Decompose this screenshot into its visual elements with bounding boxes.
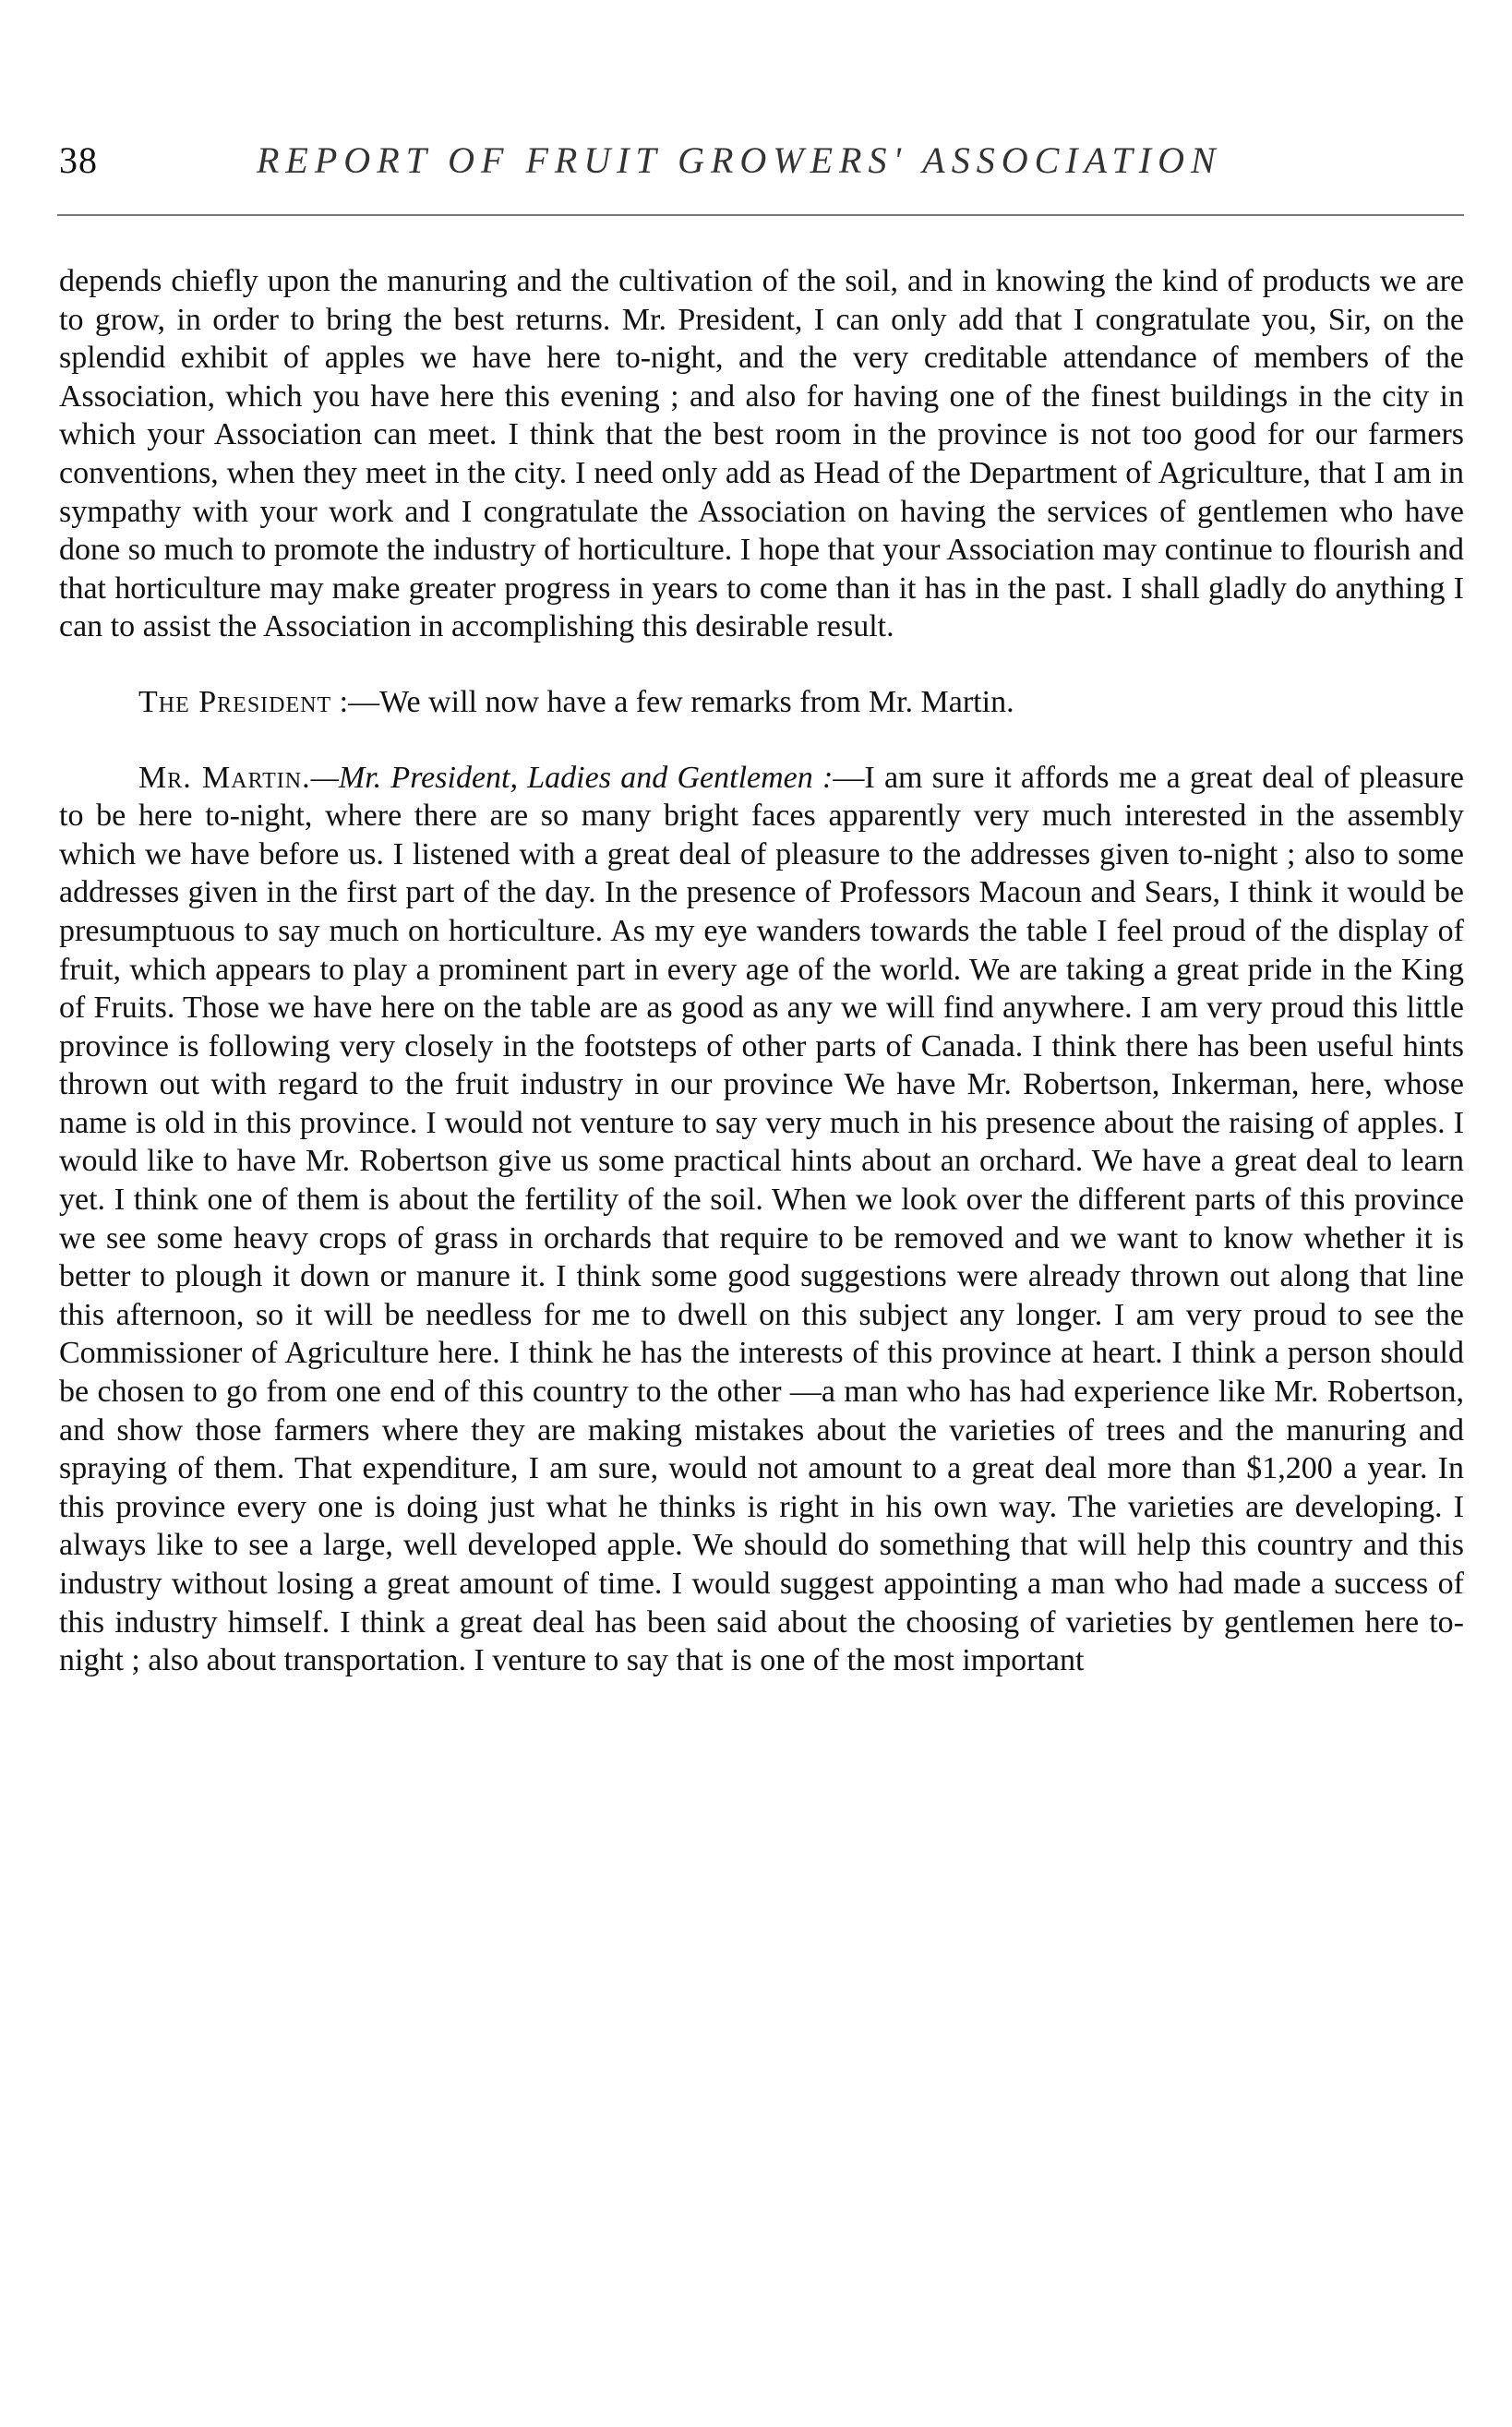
running-title: REPORT OF FRUIT GROWERS' ASSOCIATION	[257, 139, 1222, 181]
paragraph-minister-closing: depends chiefly upon the manuring and the cultivation of the soil, and in knowing the kind of products we are to grow, in order to bring the best returns. Mr. President, I can only add that I congratulate you, Sir, on the splendid exhibit of apples we have here to-night, and the very creditable attendance of members of the Association, which you have here this evening ; and also for having one of the finest buildings in the city in which your Association can meet. I think that the best room in the province is not too good for our farmers conventions, when they meet in the city. I need only add as Head of the Department of Agriculture, that I am in sympathy with your work and I congratulate the Association on having the services of gentlemen who have done so much to promote the industry of horticulture. I hope that your Association may continue to flourish and that horticulture may make greater progress in years to come than it has in the past. I shall gladly do anything I can to assist the Association in accomplishing this desirable result.	[59, 264, 1464, 644]
header-rule	[57, 214, 1464, 216]
speech-text: :—We will now have a few remarks from Mr. Martin.	[331, 684, 1014, 719]
paragraph-president-remark	[59, 683, 1464, 722]
paragraph-martin-speech	[59, 759, 1464, 1680]
speech-address: —Mr. President, Ladies and Gentlemen :	[310, 760, 834, 795]
speech-text: —I am sure it affords me a great deal of pleasure to be here to-night, where there are so many bright faces apparently very much interested in the assembly which we have before us. I listened with a great deal of pleasure to the addresses given to-night ; also to some addresses given in the first part of the day. In the presence of Professors Macoun and Sears, I think it would be presumptuous to say much on horticulture. As my eye wanders towards the table I feel proud of the display of fruit, which appears to play a prominent part in every age of the world. We are taking a great pride in the King of Fruits. Those we have here on the table are as good as any we will find anywhere. I am very proud this little province is following very closely in the footsteps of other parts of Canada. I think there has been useful hints thrown out with regard to the fruit industry in our province We have Mr. Robertson, Inkerman, here, whose name is old in this province. I would not venture to say very much in his presence about the raising of apples. I would like to have Mr. Robertson give us some practical hints about an orchard. We have a great deal to learn yet. I think one of them is about the fertility of the soil. When we look over the different parts of this province we see some heavy crops of grass in orchards that require to be removed and we want to know whether it is better to plough it down or manure it. I think some good suggestions were already thrown out along that line this afternoon, so it will be needless for me to dwell on this subject any longer. I am very proud to see the Commissioner of Agriculture here. I think he has the interests of this province at heart. I think a person should be chosen to go from one end of this country to the other —a man who has had experience like Mr. Robertson, and show those farmers where they are making mistakes about the varieties of trees and the manuring and spraying of them. That expenditure, I am sure, would not amount to a great deal more than $1,200 a year. In this province every one is doing just what he thinks is right in his own way. The varieties are developing. I always like to see a large, well developed apple. We should do something that will help this country and this industry without losing a great amount of time. I would suggest appointing a man who had made a success of this industry himself. I think a great deal has been said about the choosing of varieties by gentlemen here to-night ; also about transportation. I venture to say that is one of the most important	[59, 760, 1464, 1678]
body-text	[59, 262, 1464, 1680]
speaker-name: The President	[138, 684, 332, 719]
speaker-name: Mr. Martin.	[138, 760, 311, 795]
page-number: 38	[59, 139, 98, 181]
